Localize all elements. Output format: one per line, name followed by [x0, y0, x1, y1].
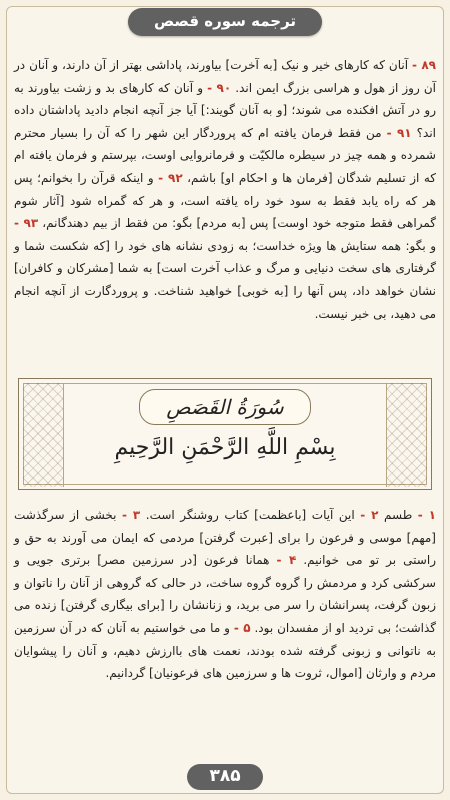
verse-text: و اینکه قرآن را بخوانم؛ پس هر که راه یابد فقط به سود خود راه یافته است، و هر که گمراه شود [آثار شوم گمراهی فقط متوجه خود اوست] پس [به مردم] بگو: من فقط از بیم دهندگانم، [14, 170, 436, 231]
verse-number: ۴ - [276, 553, 297, 568]
translation-text-bottom [14, 504, 436, 685]
verse-number: ۱ - [417, 508, 436, 522]
translation-text-top [14, 54, 436, 325]
verse-text: و آنان که کارهای بد و زشت بیاورند به رو در آتش افکنده می شوند؛ [و به آنان گویند:] آیا جز آنچه انجام دادید پاداشتان داده اند؟ [14, 80, 437, 140]
verse-text: این آیات [باعظمت] کتاب روشنگر است. [140, 508, 361, 522]
verse-text: و ما می خواستیم به آنان که در آن سرزمین به ناتوانی و زبونی گرفته شده بودند، نعمت های باارزش دهیم، و آنان را پیشوایان مردم و وارثان [اموال، ثروت ها و سرزمین های فرعونیان] گردانیم. [14, 620, 436, 681]
verse-number: ۳ - [122, 508, 141, 522]
surah-name: سُورَةُ القَصَصِ [166, 395, 284, 419]
verse-text: همانا فرعون [در سرزمین مصر] برتری جویی و سرکشی کرد و مردمش را گروه گروه ساخت، در حالی که گروهی از آنان را ناتوان و زبون گرفت، پسرانشان را سر می برید، و زنانشان را [برای بیگاری گرفتن] زنده می گذاشت؛ بی تردید او از مفسدان بود. [14, 553, 436, 635]
footer [0, 764, 450, 790]
verse-number: ۹۰ - [207, 80, 232, 95]
verse-text: بخشی از سرگذشت [مهم] موسی و فرعون را برای [عبرت گرفتن] مردمی که ایمان می آورند به حق و راستی بر تو می خوانیم. [14, 508, 436, 568]
surah-header-banner [18, 378, 432, 490]
verse-text: من فقط فرمان یافته ام که پروردگار این شهر را که آن را بسیار محترم شمرده و همه چیز در سیطره مالکیّت و فرمانروایی اوست، بپرستم و فرمان یافته ام که از تسلیم شدگان [فرمان ها و احکام او] باشم، [14, 125, 436, 185]
verse-text: و بگو: همه ستایش ها ویژه خداست؛ به زودی نشانه های خود را [که شکست شما و گرفتاری های سخت دنیایی و مرگ و عذاب آخرت است] به شما [مشرکان و کافران] نشان خواهد داد، پس آنها را [به خوبی] خواهید شناخت. و پروردگارت از آنچه انجام می دهید، بی خبر نیست. [14, 238, 436, 321]
verse-text: طسم [378, 508, 418, 522]
verse-number: ۵ - [233, 620, 251, 635]
verse-number: ۹۲ - [158, 170, 183, 185]
page-title: ترجمه سوره قصص [128, 8, 322, 36]
header [0, 8, 450, 36]
verse-text: آنان که کارهای خیر و نیک [به آخرت] بیاورند، پاداشی بهتر از آن دارند، و آنان در آن روز از هول و هراسی بزرگ ایمن اند. [14, 58, 436, 95]
verse-number: ۸۹ - [412, 58, 436, 72]
verse-number: ۹۱ - [386, 125, 412, 140]
surah-name-cartouche [139, 389, 311, 425]
verse-number: ۲ - [360, 508, 379, 522]
basmala: بِسْمِ اللَّهِ الرَّحْمَنِ الرَّحِيمِ [114, 435, 336, 460]
page-number: ۳۸۵ [187, 764, 262, 790]
verse-number: ۹۳ - [14, 216, 39, 231]
